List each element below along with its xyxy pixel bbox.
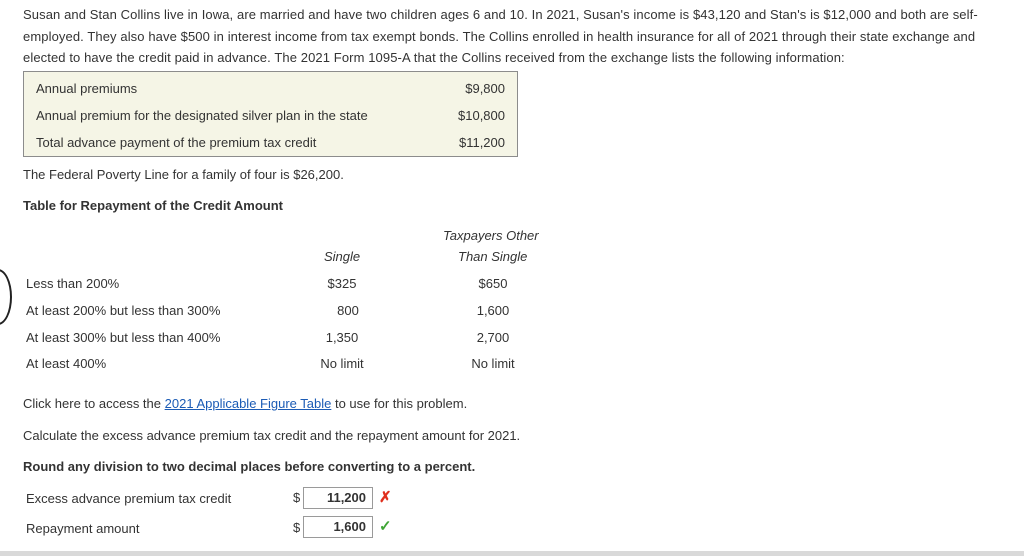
problem-intro: Susan and Stan Collins live in Iowa, are married and have two children ages 6 and 10. In 2021, Susan's income is $43,120 and Stan's is $12,000 and both are self-employed. They also have $500 in interest income from tax exempt bonds. The Collins enrolled in health insurance for all of 2021 through their state exchange and elected to have the credit paid in advance. The 2021 Form 1095-A that the Collins received from the exchange lists the following information: bbox=[23, 7, 978, 65]
column-header-other-line1: Taxpayers Other bbox=[443, 228, 539, 243]
incorrect-icon: ✗ bbox=[379, 489, 392, 506]
table-row-label: At least 200% but less than 300% bbox=[26, 303, 221, 318]
info-label: Total advance payment of the premium tax credit bbox=[36, 135, 317, 150]
click-text-after: to use for this problem. bbox=[331, 396, 468, 411]
info-label: Annual premium for the designated silver plan in the state bbox=[36, 108, 368, 123]
table-cell-single: No limit bbox=[320, 356, 364, 371]
table-cell-other: 2,700 bbox=[476, 330, 510, 345]
repayment-table-title: Table for Repayment of the Credit Amount bbox=[23, 198, 284, 213]
table-row-label: Less than 200% bbox=[26, 276, 120, 291]
repayment-amount-label: Repayment amount bbox=[26, 521, 140, 536]
bottom-scroll-edge bbox=[0, 551, 1024, 556]
applicable-figure-table-link[interactable]: 2021 Applicable Figure Table bbox=[164, 396, 332, 411]
info-row bbox=[36, 129, 505, 156]
column-header-single: Single bbox=[324, 249, 361, 264]
info-row bbox=[36, 102, 505, 129]
poverty-line-text: The Federal Poverty Line for a family of four is $26,200. bbox=[23, 167, 344, 182]
table-cell-single: $325 bbox=[327, 276, 357, 291]
excess-credit-input[interactable]: 11,200 bbox=[303, 487, 373, 509]
currency-symbol: $ bbox=[293, 490, 301, 505]
info-value: $10,800 bbox=[458, 108, 505, 123]
column-header-other-line2: Than Single bbox=[458, 249, 528, 264]
repayment-amount-input[interactable]: 1,600 bbox=[303, 516, 373, 538]
currency-symbol: $ bbox=[293, 520, 301, 535]
form-1095a-table bbox=[23, 71, 518, 157]
table-row-label: At least 300% but less than 400% bbox=[26, 330, 221, 345]
applicable-figure-text bbox=[23, 396, 467, 411]
table-cell-other: $650 bbox=[478, 276, 508, 291]
info-value: $9,800 bbox=[465, 81, 505, 96]
calc-instruction: Calculate the excess advance premium tax credit and the repayment amount for 2021. bbox=[23, 428, 521, 443]
info-value: $11,200 bbox=[458, 135, 505, 150]
table-cell-other: 1,600 bbox=[476, 303, 510, 318]
click-text-before: Click here to access the bbox=[23, 396, 165, 411]
round-instruction: Round any division to two decimal places before converting to a percent. bbox=[23, 459, 476, 474]
info-row bbox=[36, 75, 505, 102]
table-cell-single: 1,350 bbox=[325, 330, 359, 345]
excess-credit-label: Excess advance premium tax credit bbox=[26, 491, 232, 506]
table-row-label: At least 400% bbox=[26, 356, 107, 371]
table-cell-other: No limit bbox=[471, 356, 515, 371]
info-label: Annual premiums bbox=[36, 81, 138, 96]
correct-icon: ✓ bbox=[379, 518, 392, 535]
section-bracket-decoration bbox=[0, 269, 12, 325]
table-cell-single: 800 bbox=[337, 303, 359, 318]
